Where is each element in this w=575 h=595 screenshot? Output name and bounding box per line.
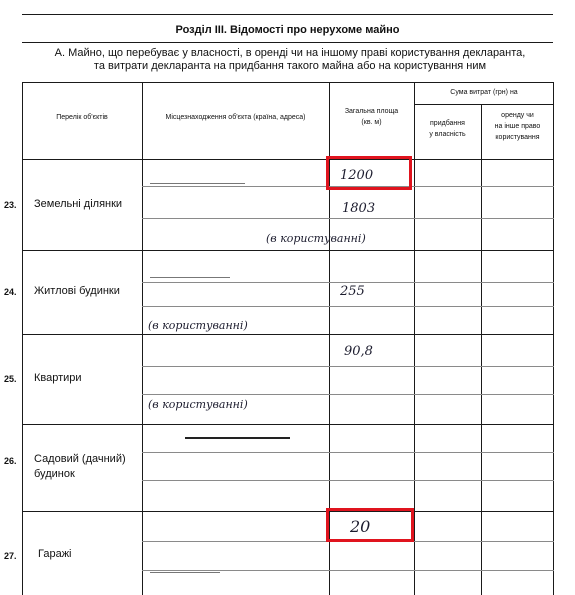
handwritten-usage-note-row24: (в користуванні) xyxy=(148,319,248,332)
header-area-line1: Загальна площа xyxy=(344,108,399,115)
handwritten-area-row24: 255 xyxy=(340,284,365,299)
row-label-garden-house-line1: Садовий (дачний) xyxy=(34,453,126,465)
row-26-rule-2 xyxy=(142,480,554,481)
redacted-address xyxy=(150,572,220,573)
row-label-land: Земельні ділянки xyxy=(34,198,123,210)
header-rent-line3: користування xyxy=(495,134,540,141)
header-expenses: Сума витрат (грн) на xyxy=(450,89,518,96)
highlight-box-area-1200 xyxy=(326,156,412,190)
subsection-line2: та витрати декларанта на придбання такого майна або на користування ним xyxy=(93,60,487,72)
header-rent-line1: оренду чи xyxy=(501,112,534,119)
header-location: Місцезнаходження об'єкта (країна, адреса) xyxy=(165,114,306,121)
header-objects: Перелік об'єктів xyxy=(56,114,108,121)
row-24-rule-1 xyxy=(142,282,554,283)
table-top-border xyxy=(22,82,554,83)
row-25-rule-2 xyxy=(142,394,554,395)
handwritten-usage-note-row25: (в користуванні) xyxy=(148,398,248,411)
redacted-address xyxy=(150,277,230,278)
subsection-line1: . Майно, що перебуває у власності, в оренді чи на іншому праві користування декларанта, xyxy=(62,47,526,59)
subsection-heading xyxy=(20,47,560,73)
row-divider-24 xyxy=(22,334,554,335)
row-label-houses: Житлові будинки xyxy=(34,285,120,297)
row-divider-23 xyxy=(22,250,554,251)
row-label-garden-house xyxy=(34,452,126,482)
handwritten-area-row25: 90,8 xyxy=(344,344,373,359)
row-24-rule-2 xyxy=(142,306,554,307)
title-bottom-border xyxy=(22,42,553,43)
handwritten-usage-note-row23: (в користуванні) xyxy=(266,232,366,245)
col-divider-purchase xyxy=(481,104,482,595)
row-number-24: 24. xyxy=(4,287,17,297)
dash-placeholder-row26 xyxy=(185,437,290,439)
header-rent-line2: на інше право xyxy=(494,123,541,130)
row-26-rule-1 xyxy=(142,452,554,453)
section-title: Розділ III. Відомості про нерухоме майно xyxy=(175,24,400,36)
handwritten-area-row23-1: 1200 xyxy=(340,168,374,183)
row-label-apartments: Квартири xyxy=(34,372,82,384)
header-area-line2: (кв. м) xyxy=(361,119,382,126)
row-label-garden-house-line2: будинок xyxy=(34,468,75,480)
header-purchase-line2: у власність xyxy=(429,131,466,138)
row-25-rule-1 xyxy=(142,366,554,367)
row-27-rule-2 xyxy=(142,570,554,571)
header-rent xyxy=(481,110,554,143)
handwritten-area-row27: 20 xyxy=(350,517,371,536)
row-number-25: 25. xyxy=(4,374,17,384)
header-purchase xyxy=(414,118,481,140)
row-divider-25 xyxy=(22,424,554,425)
highlight-box-area-20 xyxy=(326,508,414,542)
title-top-border xyxy=(22,14,553,15)
header-area xyxy=(329,106,414,128)
handwritten-area-row23-2: 1803 xyxy=(342,201,376,216)
expenses-header-divider xyxy=(414,104,554,105)
row-number-26: 26. xyxy=(4,456,17,466)
redacted-address xyxy=(150,183,245,184)
subsection-letter: А xyxy=(54,47,62,59)
header-purchase-line1: придбання xyxy=(430,120,465,127)
row-number-23: 23. xyxy=(4,200,17,210)
row-label-garages: Гаражі xyxy=(38,548,72,560)
header-bottom-border xyxy=(22,159,554,160)
row-23-rule-2 xyxy=(142,218,554,219)
row-number-27: 27. xyxy=(4,551,17,561)
row-divider-26 xyxy=(22,511,554,512)
